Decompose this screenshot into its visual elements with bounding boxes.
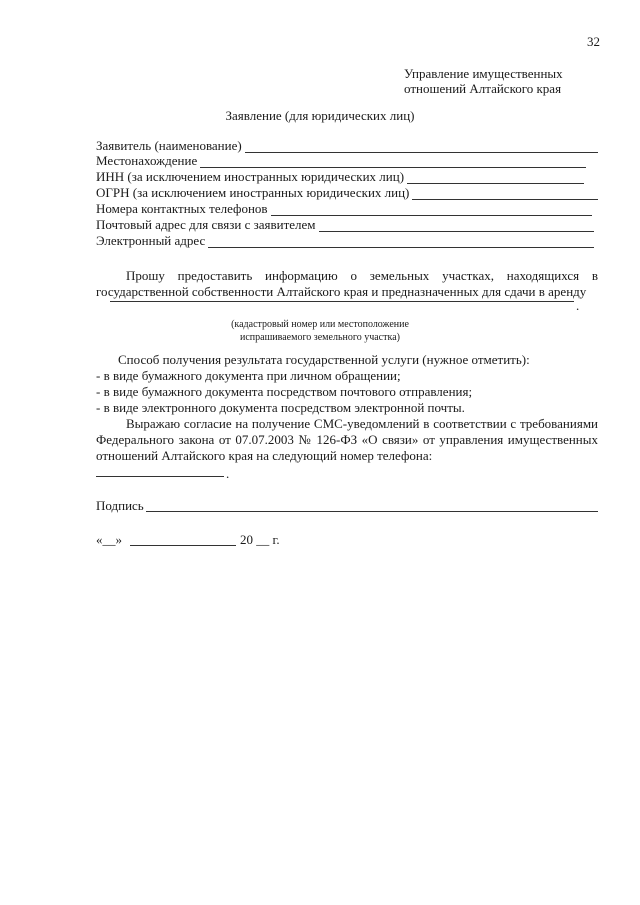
fill-line[interactable] (319, 220, 594, 232)
cadastral-caption (0, 318, 640, 344)
field-email (96, 233, 594, 248)
method-option-post[interactable]: - в виде бумажного документа посредством почтового отправления; (96, 384, 473, 399)
date-month-fill-line[interactable] (130, 545, 236, 546)
addressee-line-2: отношений Алтайского края (404, 81, 562, 96)
page-number: 32 (587, 34, 600, 49)
phone-end-period: . (226, 466, 230, 481)
fill-line[interactable] (407, 172, 584, 184)
signature-fill-line[interactable] (146, 511, 598, 512)
request-end-period: . (576, 298, 580, 313)
field-label: Заявитель (наименование) (96, 138, 242, 153)
cadastral-fill-line[interactable] (110, 301, 574, 302)
addressee-line-1: Управление имущественных (404, 66, 563, 81)
document-title: Заявление (для юридических лиц) (225, 108, 415, 123)
signature-label: Подпись (96, 498, 144, 513)
field-label: Номера контактных телефонов (96, 201, 268, 216)
caption-line-2: испрашиваемого земельного участка) (240, 332, 400, 343)
fill-line[interactable] (271, 204, 592, 216)
field-label: Электронный адрес (96, 233, 206, 248)
consent-paragraph: Выражаю согласие на получение СМС-уведомлений в соответствии с требованиями Федерального закона от 07.07.2003 № 126-ФЗ «О связи» от управления имущественных отношений Алтайского края на следующий номер телефона: (96, 416, 598, 463)
field-location (96, 153, 586, 168)
request-paragraph: Прошу предоставить информацию о земельных участках, находящихся в государственной собственности Алтайского края и предназначенных для сдачи в аренду (96, 268, 598, 299)
field-label: Почтовый адрес для связи с заявителем (96, 217, 316, 232)
field-label: ИНН (за исключением иностранных юридических лиц) (96, 169, 405, 184)
field-phones (96, 201, 592, 216)
field-postal-address (96, 217, 594, 232)
field-label: ОГРН (за исключением иностранных юридических лиц) (96, 185, 410, 200)
method-heading: Способ получения результата государственной услуги (нужное отметить): (118, 352, 530, 367)
date-year: 20 __ г. (240, 532, 280, 547)
field-label: Местонахождение (96, 153, 198, 168)
phone-fill-line[interactable] (96, 476, 224, 477)
field-inn (96, 169, 584, 184)
caption-line-1: (кадастровый номер или местоположение (231, 319, 409, 330)
method-option-email[interactable]: - в виде электронного документа посредством электронной почты. (96, 400, 465, 415)
fill-line[interactable] (200, 156, 586, 168)
fill-line[interactable] (245, 141, 598, 153)
fill-line[interactable] (208, 236, 594, 248)
field-applicant-name (96, 138, 598, 153)
method-option-personal[interactable]: - в виде бумажного документа при личном обращении; (96, 368, 401, 383)
addressee (404, 66, 563, 96)
date-day: «__» (96, 532, 122, 547)
field-ogrn (96, 185, 598, 200)
fill-line[interactable] (412, 188, 598, 200)
